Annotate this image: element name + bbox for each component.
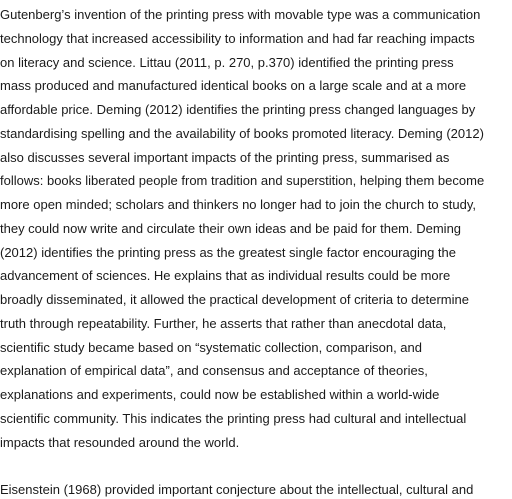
text-line: scientific study became based on “systematic collection, comparison, and bbox=[0, 339, 422, 355]
paragraph-printing-press-impacts bbox=[0, 3, 512, 454]
text-line: more open minded; scholars and thinkers no longer had to join the church to study, bbox=[0, 197, 476, 212]
text-line: Gutenberg’s invention of the printing press with movable type was a communication bbox=[0, 7, 481, 22]
text-line: standardising spelling and the availability of books promoted literacy. Deming (2012) bbox=[0, 125, 484, 141]
text-line: technology that increased accessibility to information and had far reaching impacts bbox=[0, 30, 475, 46]
text-line: also discusses several important impacts of the printing press, summarised as bbox=[0, 149, 450, 165]
text-line: follows: books liberated people from tradition and superstition, helping them become bbox=[0, 173, 485, 189]
paragraph-eisenstein bbox=[0, 478, 512, 499]
text-line: affordable price. Deming (2012) identifies the printing press changed languages by bbox=[0, 102, 476, 117]
text-line: Eisenstein (1968) provided important conjecture about the intellectual, cultural and bbox=[0, 482, 474, 497]
text-line: mass produced and manufactured identical books on a large scale and at a more bbox=[0, 78, 467, 94]
text-line: they could now write and circulate their own ideas and be paid for them. Deming bbox=[0, 220, 462, 236]
text-line: (2012) identifies the printing press as the greatest single factor encouraging the bbox=[0, 244, 456, 260]
text-line: advancement of sciences. He explains that as individual results could be more bbox=[0, 268, 451, 284]
text-line: on literacy and science. Littau (2011, p. 270, p.370) identified the printing press bbox=[0, 54, 454, 70]
text-line: impacts that resounded around the world. bbox=[0, 434, 240, 450]
text-line: scientific community. This indicates the printing press had cultural and intellectual bbox=[0, 410, 467, 426]
text-line: broadly disseminated, it allowed the practical development of criteria to determine bbox=[0, 292, 469, 307]
text-line: truth through repeatability. Further, he asserts that rather than anecdotal data, bbox=[0, 315, 447, 331]
text-line: explanation of empirical data”, and consensus and acceptance of theories, bbox=[0, 363, 428, 379]
text-line: explanations and experiments, could now be established within a world-wide bbox=[0, 387, 440, 402]
